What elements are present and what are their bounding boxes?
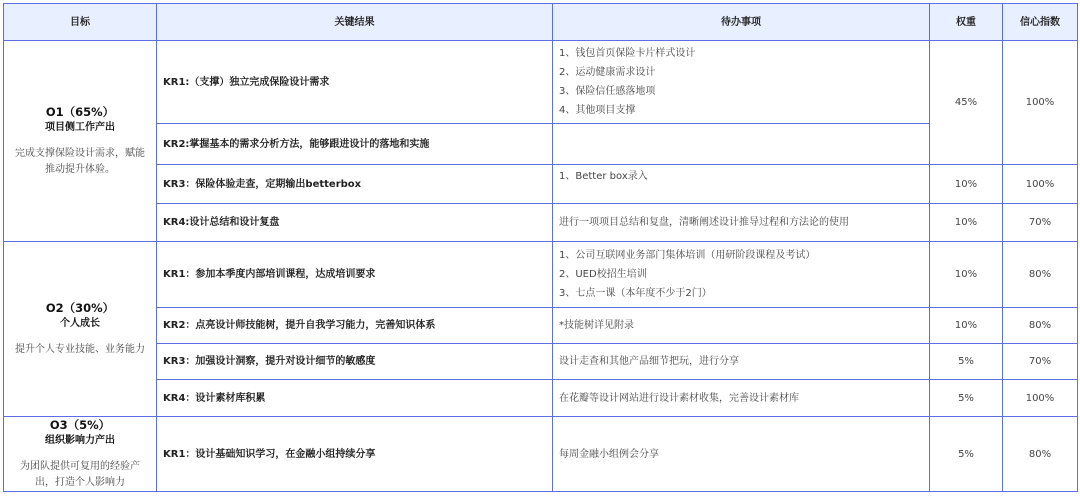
- todo-item: 1、钱包首页保险卡片样式设计: [559, 48, 696, 59]
- table-row: [4, 204, 1078, 242]
- key-result-cell: KR1：参加本季度内部培训课程，达成培训要求: [157, 242, 553, 308]
- todo-item: 进行一项项目总结和复盘，清晰阐述设计推导过程和方法论的使用: [559, 217, 849, 228]
- key-result-cell: KR2：点亮设计师技能树，提升自我学习能力，完善知识体系: [157, 308, 553, 344]
- objective-description: 完成支撑保险设计需求，赋能推动提升体验。: [15, 148, 145, 175]
- todo-item: 1、Better box录入: [559, 171, 648, 182]
- table-row: [4, 380, 1078, 417]
- todo-item: 2、UED校招生培训: [559, 269, 647, 280]
- objective-title: O1（65%）: [45, 105, 115, 119]
- weight-cell: 10%: [930, 165, 1003, 204]
- todo-item: 在花瓣等设计网站进行设计素材收集，完善设计素材库: [559, 392, 799, 404]
- todo-cell: [553, 124, 930, 165]
- key-result-cell: KR3：保险体验走查，定期输出betterbox: [157, 165, 553, 204]
- objective-title: O2（30%）: [45, 301, 115, 315]
- todo-cell: [553, 204, 930, 242]
- todo-item: 2、运动健康需求设计: [559, 67, 656, 78]
- key-result-cell: KR4:设计总结和设计复盘: [157, 204, 553, 242]
- key-result-cell: KR3：加强设计洞察，提升对设计细节的敏感度: [157, 344, 553, 380]
- key-result-cell: KR1：设计基础知识学习，在金融小组持续分享: [157, 417, 553, 492]
- weight-cell: 5%: [930, 380, 1003, 417]
- weight-cell: 45%: [930, 41, 1003, 165]
- todo-item: 1、公司互联网业务部门集体培训（用研阶段课程及考试）: [559, 250, 816, 261]
- weight-cell: 5%: [930, 417, 1003, 492]
- table-row: [4, 417, 1078, 492]
- header-key-result: 关键结果: [157, 4, 553, 41]
- objective-description: 为团队提供可复用的经验产出，打造个人影响力: [20, 461, 140, 488]
- table-row: [4, 308, 1078, 344]
- header-weight: 权重: [930, 4, 1003, 41]
- weight-cell: 10%: [930, 242, 1003, 308]
- objective-cell-o3: [4, 417, 157, 492]
- table-row: [4, 124, 1078, 165]
- okr-table: [3, 3, 1078, 492]
- confidence-cell: 80%: [1003, 242, 1078, 308]
- key-result-cell: KR2:掌握基本的需求分析方法，能够跟进设计的落地和实施: [157, 124, 553, 165]
- confidence-cell: 70%: [1003, 204, 1078, 242]
- todo-cell: [553, 344, 930, 380]
- table-row: [4, 165, 1078, 204]
- confidence-cell: 100%: [1003, 380, 1078, 417]
- todo-cell: [553, 417, 930, 492]
- table-row: [4, 41, 1078, 124]
- objective-description: 提升个人专业技能、业务能力: [15, 344, 145, 355]
- table-row: [4, 344, 1078, 380]
- header-confidence: 信心指数: [1003, 4, 1078, 41]
- weight-cell: 10%: [930, 204, 1003, 242]
- confidence-cell: 80%: [1003, 308, 1078, 344]
- todo-cell: [553, 308, 930, 344]
- objective-subtitle: 组织影响力产出: [45, 435, 115, 446]
- objective-title: O3（5%）: [49, 418, 111, 432]
- confidence-cell: 70%: [1003, 344, 1078, 380]
- objective-subtitle: 项目侧工作产出: [45, 122, 115, 133]
- key-result-cell: KR1:（支撑）独立完成保险设计需求: [157, 41, 553, 124]
- todo-cell: [553, 41, 930, 124]
- todo-cell: [553, 380, 930, 417]
- objective-cell-o2: [4, 242, 157, 417]
- todo-item: *技能树详见附录: [559, 320, 634, 331]
- todo-cell: [553, 242, 930, 308]
- objective-cell-o1: [4, 41, 157, 242]
- confidence-cell: 80%: [1003, 417, 1078, 492]
- todo-item: 每周金融小组例会分享: [559, 448, 659, 460]
- header-todo: 待办事项: [553, 4, 930, 41]
- table-row: [4, 242, 1078, 308]
- weight-cell: 5%: [930, 344, 1003, 380]
- header-objective: 目标: [4, 4, 157, 41]
- todo-item: 4、其他项目支撑: [559, 105, 636, 116]
- confidence-cell: 100%: [1003, 165, 1078, 204]
- header-row: [4, 4, 1078, 41]
- todo-item: 3、七点一课（本年度不少于2门）: [559, 288, 712, 299]
- todo-item: 3、保险信任感落地项: [559, 86, 656, 97]
- objective-subtitle: 个人成长: [60, 318, 100, 329]
- key-result-cell: KR4：设计素材库积累: [157, 380, 553, 417]
- weight-cell: 10%: [930, 308, 1003, 344]
- confidence-cell: 100%: [1003, 41, 1078, 165]
- todo-item: 设计走查和其他产品细节把玩，进行分享: [559, 356, 739, 367]
- todo-cell: [553, 165, 930, 204]
